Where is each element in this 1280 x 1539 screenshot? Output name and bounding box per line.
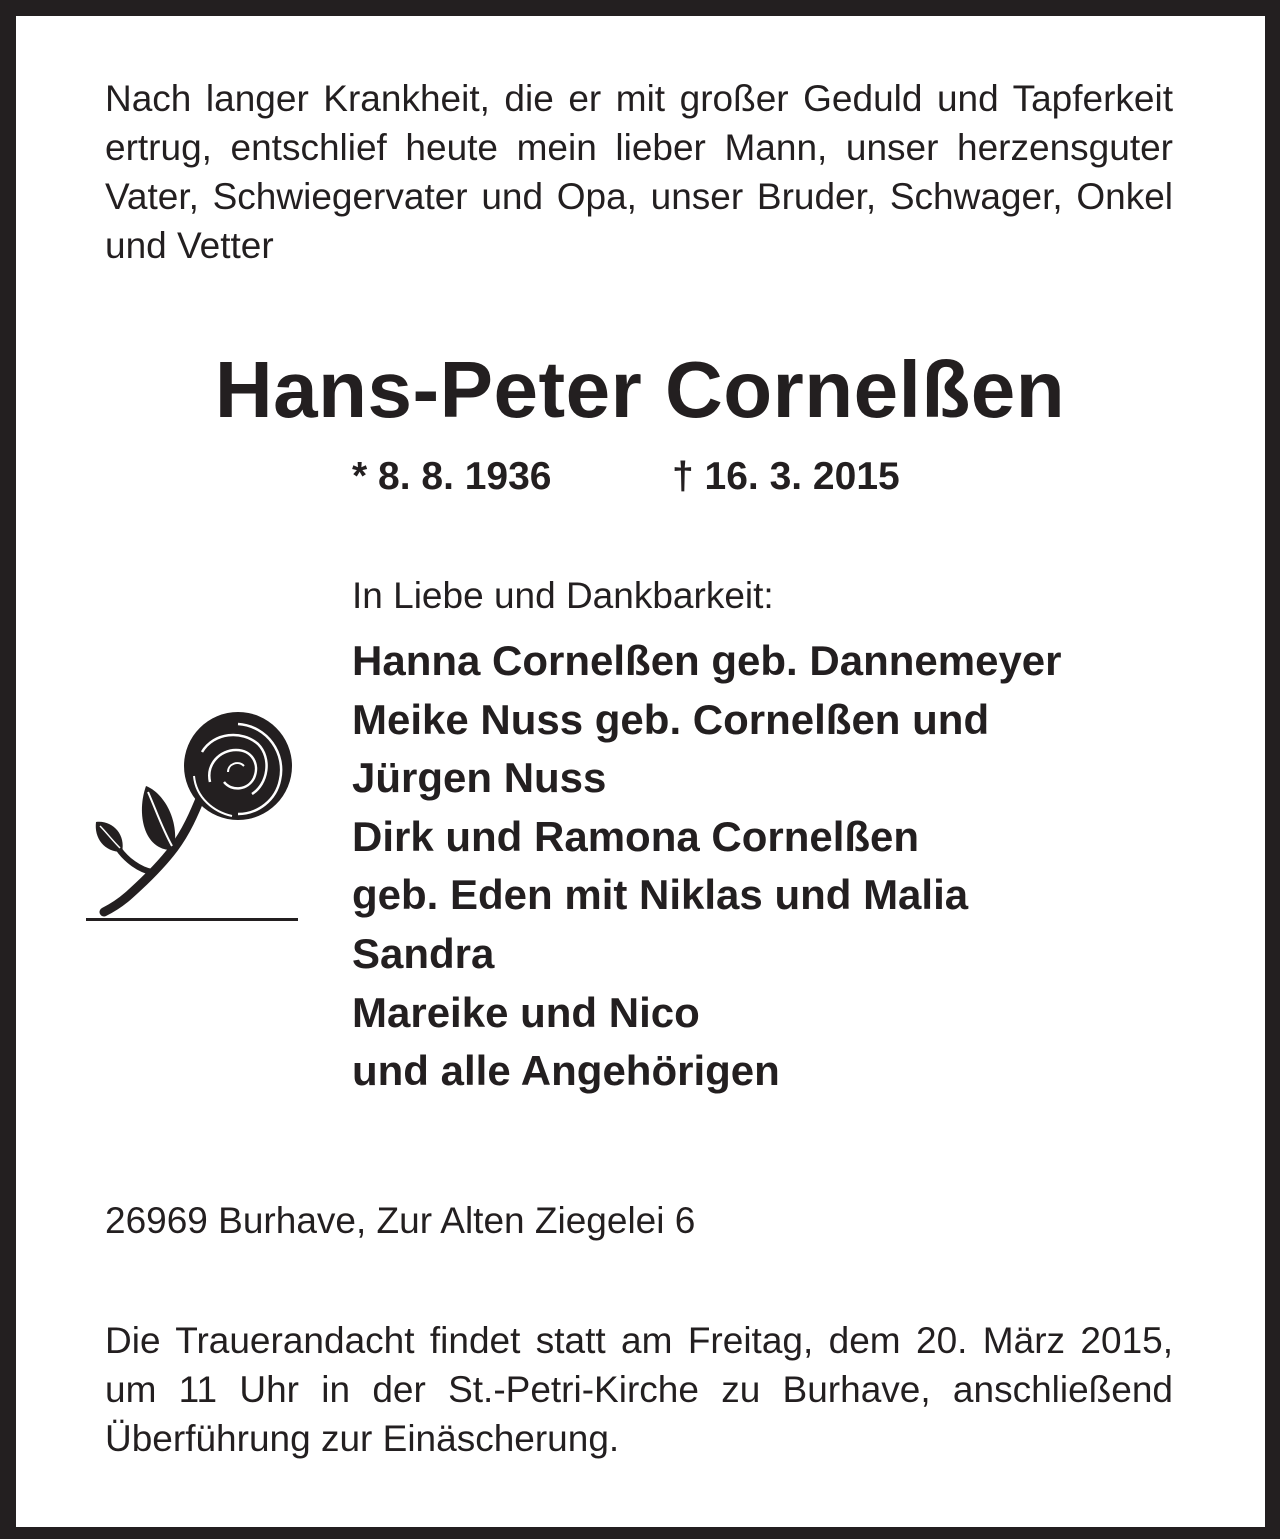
birth-date: * 8. 8. 1936 — [352, 455, 552, 498]
deceased-name: Hans-Peter Cornelßen — [214, 345, 1066, 434]
thanks-line: In Liebe und Dankbarkeit: — [352, 575, 774, 616]
service-text: Die Trauerandacht findet statt am Freitag, dem 20. März 2015, um 11 Uhr in der St.-Petri-Kirche zu Burhave, anschließend Überführung zur Einäscherung. — [105, 1320, 1173, 1459]
mourners-list — [352, 632, 1192, 1101]
intro-text: Nach langer Krankheit, die er mit großer Geduld und Tapferkeit ertrug, entschlief heute mein lieber Mann, unser herzensguter Vater, Schwiegervater und Opa, unser Bruder, Schwager, Onkel und Vetter — [105, 78, 1173, 266]
mourner-line: geb. Eden mit Niklas und Malia — [352, 871, 969, 919]
mourner-line: Hanna Cornelßen geb. Dannemeyer — [352, 637, 1062, 684]
mourner-line: Meike Nuss geb. Cornelßen und — [352, 695, 990, 743]
mourner-line: Mareike und Nico — [352, 988, 700, 1036]
mourner-line: Sandra — [352, 929, 495, 977]
mourner-line: Dirk und Ramona Cornelßen — [352, 812, 920, 860]
address-line: 26969 Burhave, Zur Alten Ziegelei 6 — [105, 1200, 696, 1241]
mourner-line: und alle Angehörigen — [352, 1047, 780, 1095]
death-date: † 16. 3. 2015 — [672, 455, 900, 498]
rose-icon — [82, 702, 298, 924]
mourner-line: Jürgen Nuss — [352, 754, 607, 802]
